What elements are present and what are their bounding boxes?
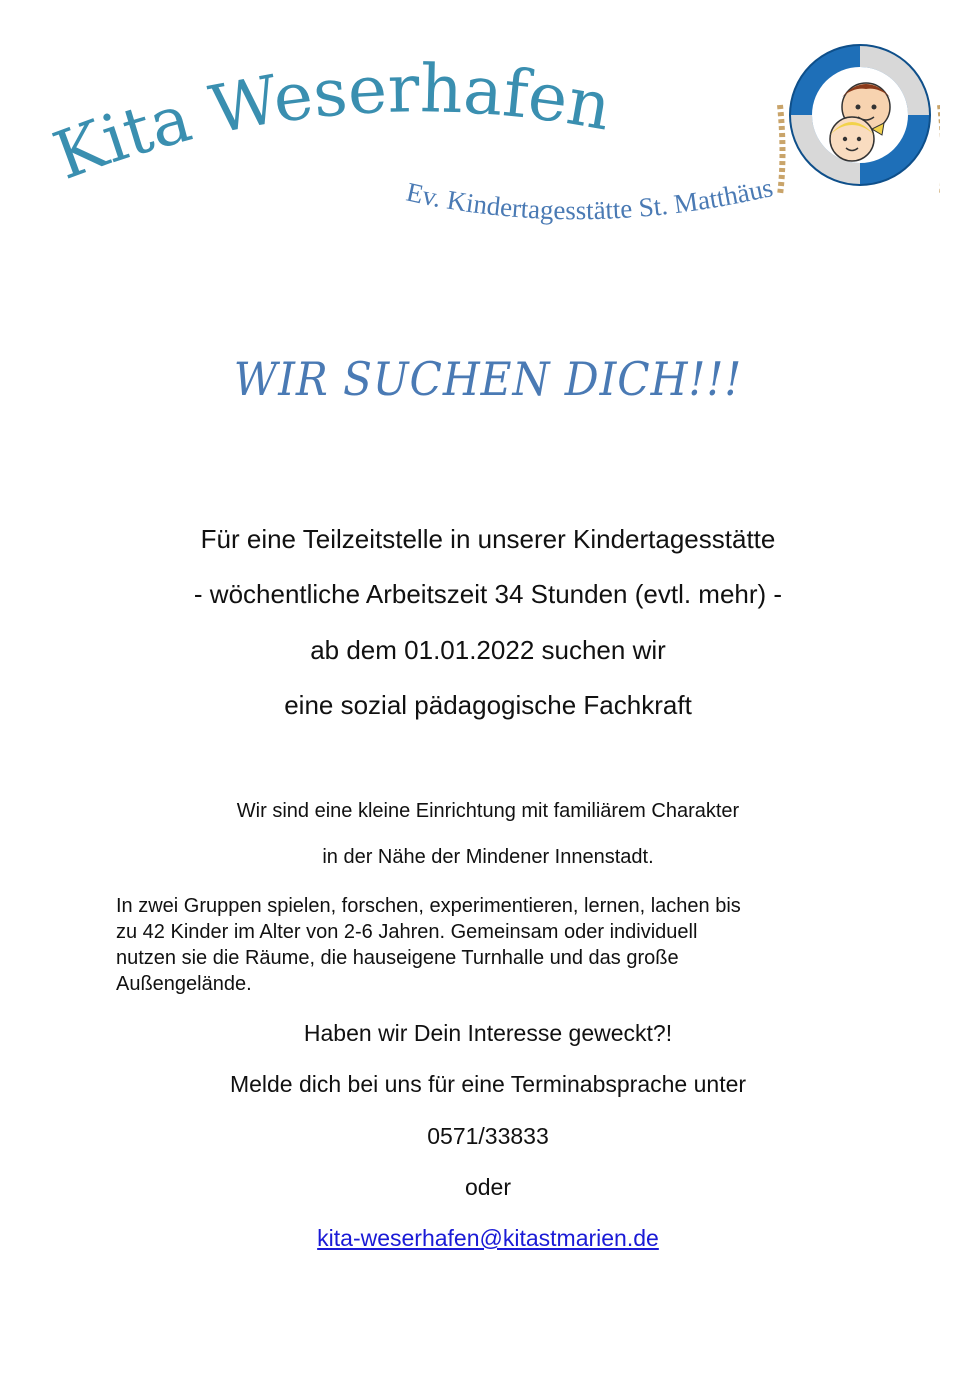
lead-line-1: Für eine Teilzeitstelle in unserer Kindertagesstätte xyxy=(200,524,776,554)
lead-line-2: - wöchentliche Arbeitszeit 34 Stunden (evtl. mehr) - xyxy=(193,579,783,609)
or-text: oder xyxy=(464,1174,512,1200)
email-link[interactable]: kita-weserhafen@kitastmarien.de xyxy=(317,1225,659,1251)
description-paragraph xyxy=(116,893,846,997)
logo-subtitle: Ev. Kindertagesstätte St. Matthäus xyxy=(403,172,776,226)
about-line-2: in der Nähe der Mindener Innenstadt. xyxy=(322,846,654,868)
paragraph-line: zu 42 Kinder im Alter von 2-6 Jahren. Gemeinsam oder individuell xyxy=(116,921,698,943)
logo-title: Kita Weserhafen xyxy=(43,50,617,195)
contact-invite: Melde dich bei uns für eine Terminabsprache unter xyxy=(229,1071,747,1097)
phone-number: 0571/33833 xyxy=(427,1123,549,1149)
paragraph-line: Außengelände. xyxy=(116,973,252,995)
kita-logo xyxy=(40,20,940,250)
headline: WIR SUCHEN DICH!!! xyxy=(233,352,743,406)
paragraph-line: nutzen sie die Räume, die hauseigene Turnhalle und das große xyxy=(116,947,679,969)
lead-line-3: ab dem 01.01.2022 suchen wir xyxy=(310,635,666,665)
paragraph-line: In zwei Gruppen spielen, forschen, experimentieren, lernen, lachen bis xyxy=(116,895,741,917)
about-line-1: Wir sind eine kleine Einrichtung mit familiärem Charakter xyxy=(236,800,740,822)
interest-question: Haben wir Dein Interesse geweckt?! xyxy=(303,1020,673,1046)
lifebuoy-with-children-icon xyxy=(780,45,940,195)
email-row xyxy=(0,1225,976,1252)
lead-line-4: eine sozial pädagogische Fachkraft xyxy=(284,690,692,720)
